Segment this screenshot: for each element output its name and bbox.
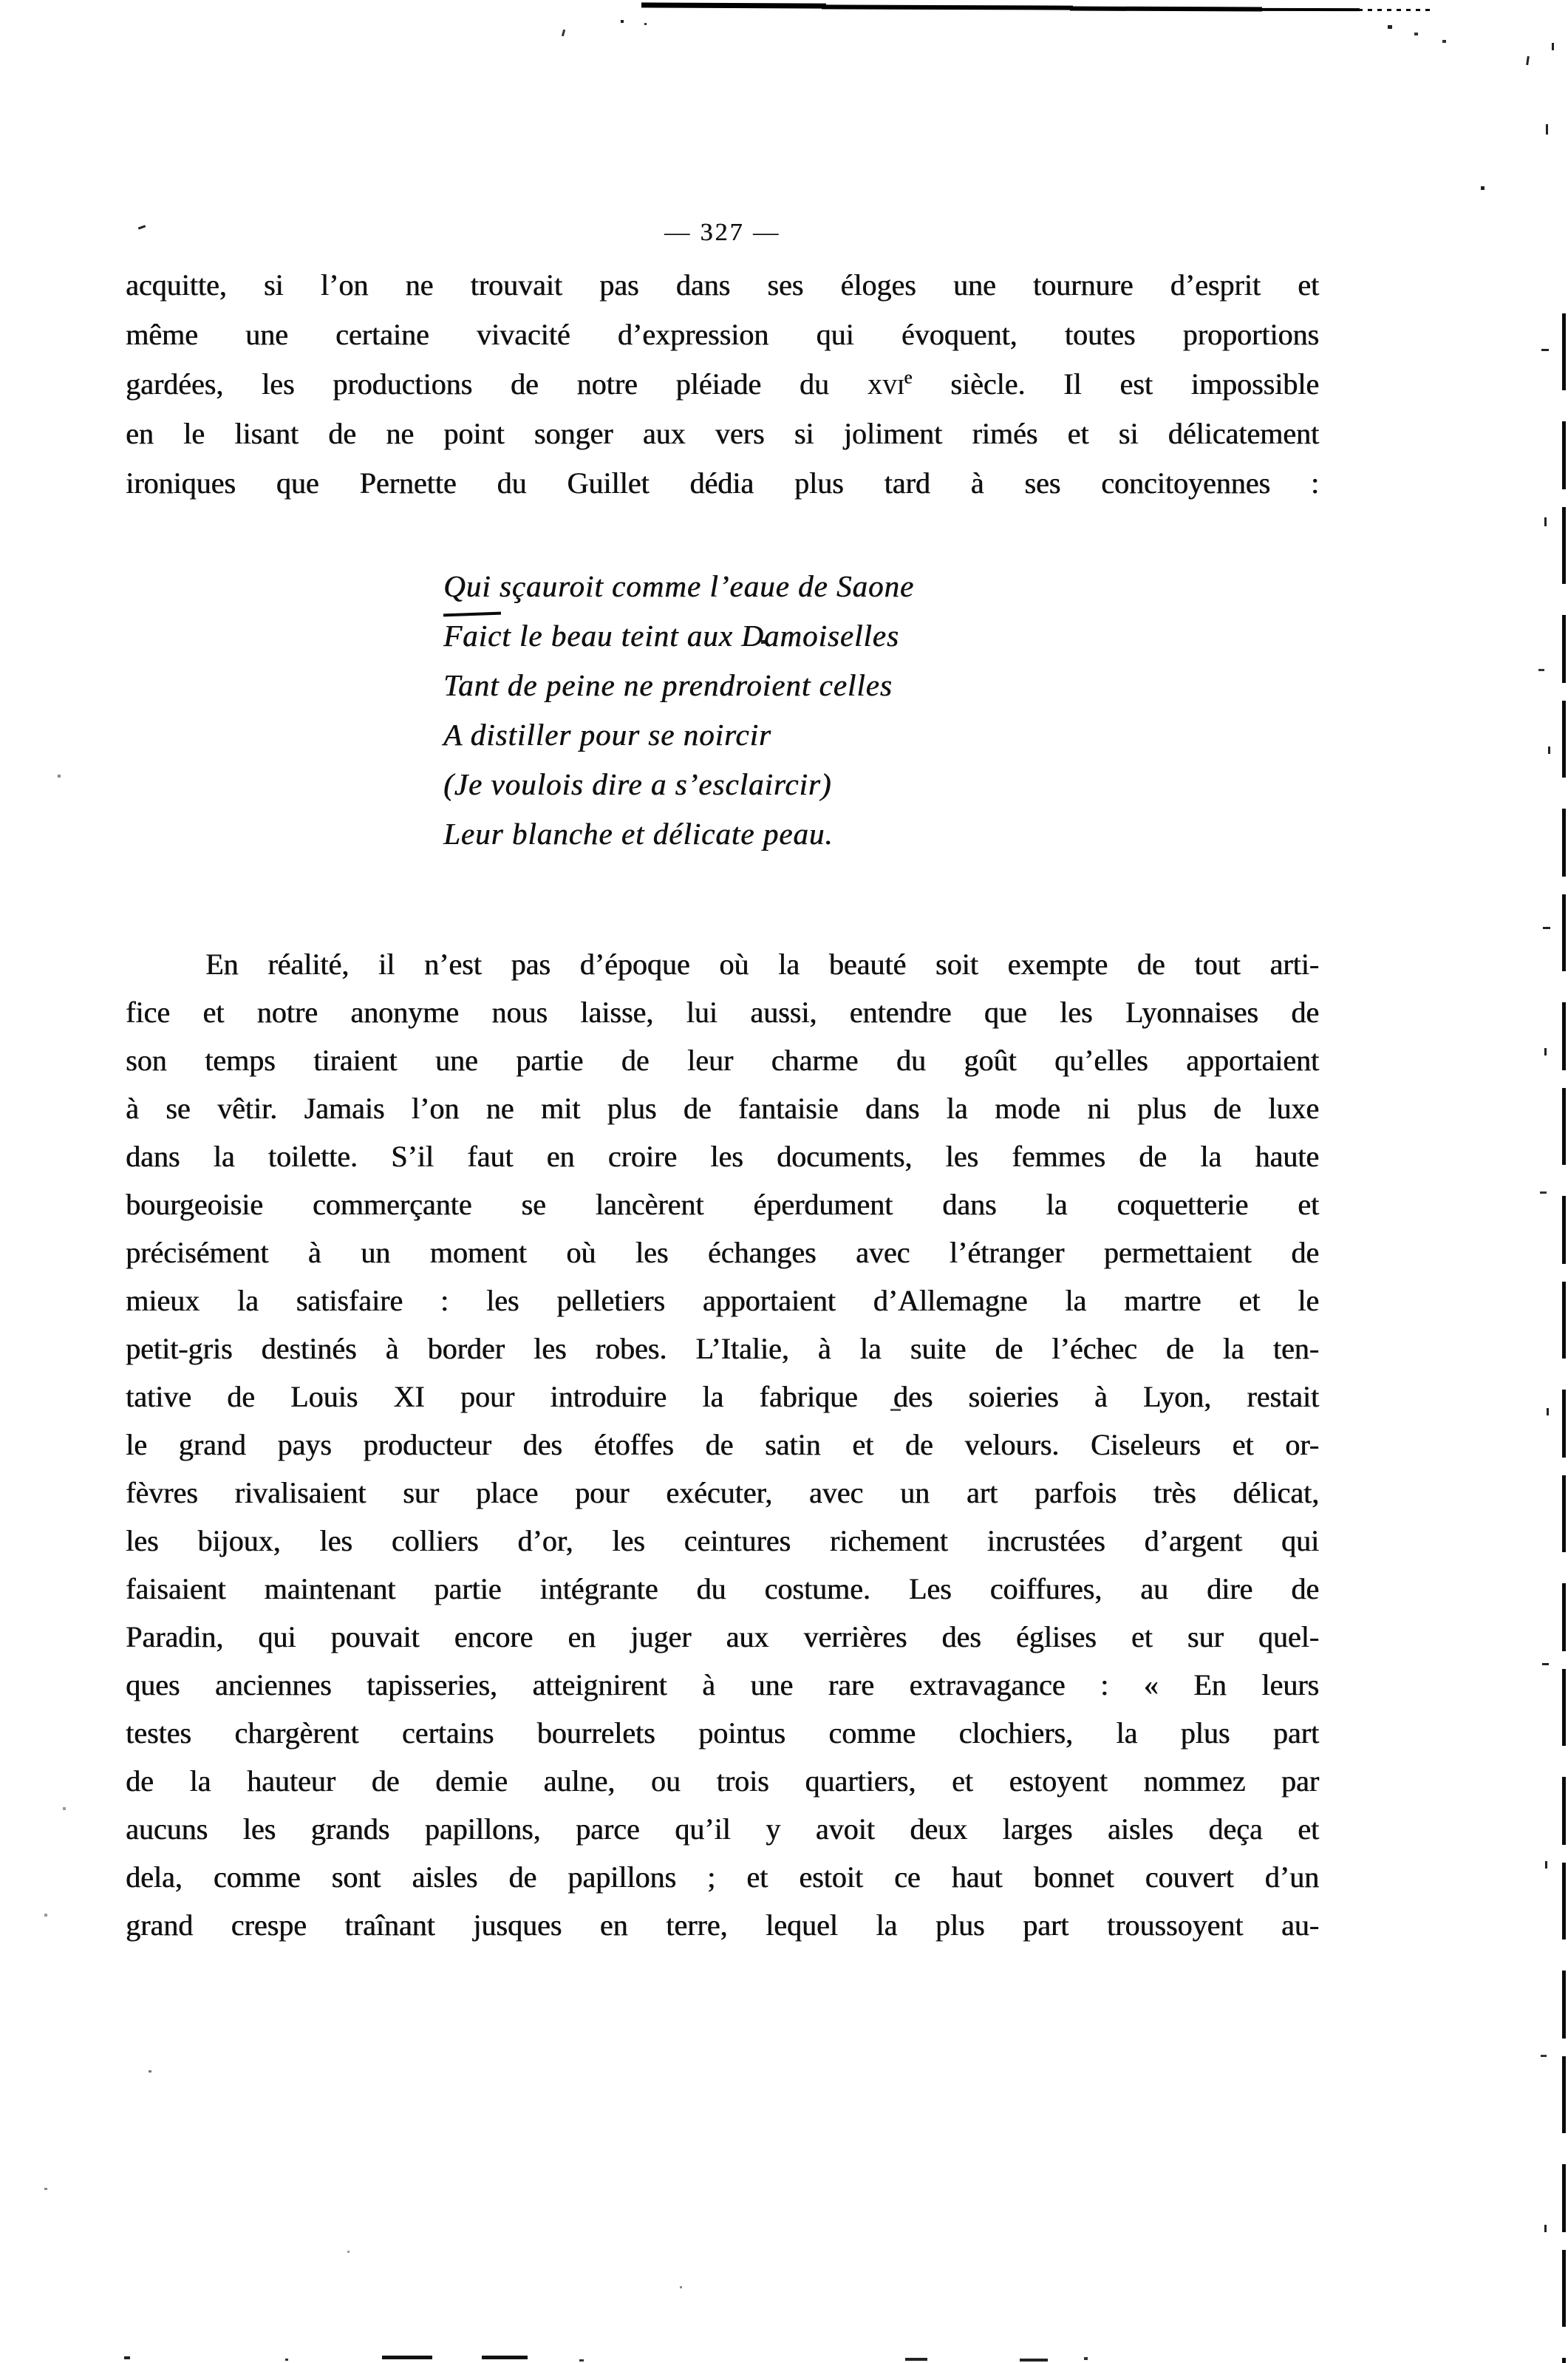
text-line	[126, 1132, 1319, 1180]
scan-speck-artifact	[1481, 186, 1485, 190]
text-run: faisaient maintenant partie intégrante du costume. Les coiffures, au dire de	[126, 1572, 1319, 1605]
scan-speck-artifact	[1526, 56, 1530, 65]
text-run: fice et notre anonyme nous laisse, lui aussi, entendre que les Lyonnaises de	[126, 996, 1319, 1029]
text-line	[126, 1084, 1319, 1132]
text-run: de la hauteur de demie aulne, ou trois quartiers, et estoyent nommez par	[126, 1764, 1319, 1798]
scan-speck-artifact	[579, 2359, 584, 2362]
text-run: mieux la satisfaire : les pelletiers apportaient d’Allemagne la martre et le	[126, 1284, 1319, 1317]
text-line	[126, 1661, 1319, 1709]
text-run: gardées, les productions de notre pléiade du	[126, 367, 867, 401]
text-line	[126, 1757, 1319, 1805]
text-line	[126, 1565, 1319, 1613]
scan-speck-artifact	[1545, 1861, 1547, 1869]
text-run: son temps tiraient une partie de leur charme du goût qu’elles apportaient	[126, 1044, 1319, 1077]
text-run: testes chargèrent certains bourrelets pointus comme clochiers, la plus part	[126, 1716, 1319, 1750]
scan-speck-artifact	[63, 1807, 66, 1810]
text-line	[443, 809, 914, 859]
text-line	[126, 458, 1319, 508]
scan-speck-artifact	[1544, 1048, 1547, 1055]
text-run: En réalité, il n’est pas d’époque où la beauté soit exempte de tout arti-	[205, 948, 1319, 981]
text-run: ironiques que Pernette du Guillet dédia plus tard à ses concitoyennes :	[126, 466, 1319, 500]
text-run: petit-gris destinés à border les robes. L’Italie, à la suite de l’échec de la ten-	[126, 1332, 1319, 1365]
text-run: en le lisant de ne point songer aux vers si joliment rimés et si délicatement	[126, 417, 1319, 450]
text-run: fèvres rivalisaient sur place pour exécuter, avec un art parfois très délicat,	[126, 1476, 1319, 1509]
scan-speck-artifact	[562, 30, 565, 36]
text-run: précisément à un moment où les échanges avec l’étranger permettaient de	[126, 1236, 1319, 1269]
scan-speck-artifact	[1084, 2357, 1088, 2360]
scan-speck-artifact	[58, 775, 61, 778]
text-line	[126, 940, 1319, 988]
scan-speck-artifact	[1414, 33, 1418, 35]
text-line	[126, 1853, 1319, 1901]
scan-speck-artifact	[1540, 1191, 1547, 1194]
scan-speck-artifact	[44, 2188, 47, 2190]
small-caps-numeral: xvi	[867, 367, 904, 401]
scan-speck-artifact	[1544, 2225, 1547, 2232]
text-line	[126, 1036, 1319, 1084]
text-run: le grand pays producteur des étoffes de satin et de velours. Ciseleurs et or-	[126, 1428, 1319, 1461]
text-run: Paradin, qui pouvait encore en juger aux verrières des églises et sur quel-	[126, 1620, 1319, 1653]
scan-speck-artifact	[641, 2, 826, 8]
scan-speck-artifact	[44, 1914, 47, 1917]
scan-speck-artifact	[1541, 2055, 1547, 2057]
text-run: dela, comme sont aisles de papillons ; et estoit ce haut bonnet couvert d’un	[126, 1860, 1319, 1894]
text-line	[126, 1613, 1319, 1661]
scan-speck-artifact	[285, 2359, 288, 2361]
text-run: à se vêtir. Jamais l’on ne mit plus de fantaisie dans la mode ni plus de luxe	[126, 1092, 1319, 1125]
text-line	[126, 1325, 1319, 1373]
text-line	[126, 1901, 1319, 1949]
scan-speck-artifact	[822, 4, 1073, 10]
text-run: Qui sçauroit comme l’eaue de Saone	[443, 569, 915, 603]
text-run: dans la toilette. S’il faut en croire les documents, les femmes de la haute	[126, 1140, 1319, 1173]
text-run: Faict le beau teint aux Damoiselles	[443, 619, 899, 653]
superscript-ordinal: e	[904, 367, 913, 388]
scan-speck-artifact	[1548, 747, 1550, 754]
scan-speck-artifact	[905, 2358, 927, 2361]
paragraph-main	[126, 940, 1319, 1949]
scan-speck-artifact	[1541, 349, 1549, 351]
text-line	[126, 1180, 1319, 1228]
text-run: bourgeoisie commerçante se lancèrent éperdument dans la coquetterie et	[126, 1188, 1319, 1221]
text-run: aucuns les grands papillons, parce qu’il y avoit deux larges aisles deça et	[126, 1812, 1319, 1846]
scan-speck-artifact	[680, 2286, 682, 2288]
text-line	[126, 409, 1319, 458]
text-line	[443, 661, 914, 710]
text-line	[126, 1517, 1319, 1565]
text-line	[126, 1421, 1319, 1469]
text-run: (Je voulois dire a s’esclaircir)	[443, 767, 832, 801]
scan-speck-artifact	[482, 2356, 528, 2359]
text-run: Leur blanche et délicate peau.	[443, 817, 834, 851]
scan-speck-artifact	[1070, 7, 1262, 12]
poem-block	[443, 562, 914, 859]
scan-speck-artifact	[1538, 669, 1544, 671]
text-line	[126, 1805, 1319, 1853]
text-line	[126, 1228, 1319, 1276]
scan-speck-artifact	[644, 23, 647, 25]
text-line	[443, 562, 914, 611]
scan-speck-artifact	[1546, 124, 1548, 135]
scan-speck-artifact	[1358, 9, 1432, 11]
scan-speck-artifact	[1020, 2359, 1048, 2362]
scan-speck-artifact	[1258, 8, 1360, 11]
text-run: acquitte, si l’on ne trouvait pas dans ses éloges une tournure d’esprit et	[126, 268, 1319, 302]
text-line	[126, 1373, 1319, 1421]
text-line	[126, 988, 1319, 1036]
text-line	[126, 310, 1319, 359]
scan-speck-artifact	[1544, 517, 1547, 526]
page-number: — 327 —	[664, 219, 780, 246]
text-run: même une certaine vivacité d’expression qui évoquent, toutes proportions	[126, 318, 1319, 351]
text-run: grand crespe traînant jusques en terre, lequel la plus part troussoyent au-	[126, 1908, 1319, 1942]
text-run: Tant de peine ne prendroient celles	[443, 668, 893, 702]
text-line	[126, 1469, 1319, 1517]
text-line	[443, 611, 914, 661]
scan-speck-artifact	[347, 2251, 350, 2253]
scan-speck-artifact	[621, 20, 624, 23]
text-line	[126, 260, 1319, 310]
scan-speck-artifact	[1542, 1663, 1549, 1665]
scan-speck-artifact	[1547, 1408, 1549, 1415]
scan-speck-artifact	[1543, 927, 1550, 929]
text-line	[126, 1709, 1319, 1757]
paragraph-top	[126, 260, 1319, 508]
scan-speck-artifact	[382, 2356, 432, 2359]
text-run: les bijoux, les colliers d’or, les ceintures richement incrustées d’argent qui	[126, 1524, 1319, 1557]
text-run: siècle. Il est impossible	[912, 367, 1319, 401]
scan-speck-artifact	[124, 2356, 130, 2359]
text-run: A distiller pour se noircir	[443, 718, 771, 752]
text-line	[126, 359, 1319, 409]
scan-speck-artifact	[1552, 43, 1554, 50]
text-line	[443, 760, 914, 809]
scan-speck-artifact	[1442, 40, 1446, 43]
scan-speck-artifact	[149, 2070, 151, 2073]
scan-speck-artifact	[1388, 25, 1392, 29]
text-run: ques anciennes tapisseries, atteignirent à une rare extravagance : « En leurs	[126, 1668, 1319, 1701]
text-run: tative de Louis XI pour introduire la fabrique des soieries à Lyon, restait	[126, 1380, 1319, 1413]
text-line	[443, 710, 914, 760]
page-edge-line-artifact	[1562, 313, 1566, 2363]
text-line	[126, 1276, 1319, 1325]
